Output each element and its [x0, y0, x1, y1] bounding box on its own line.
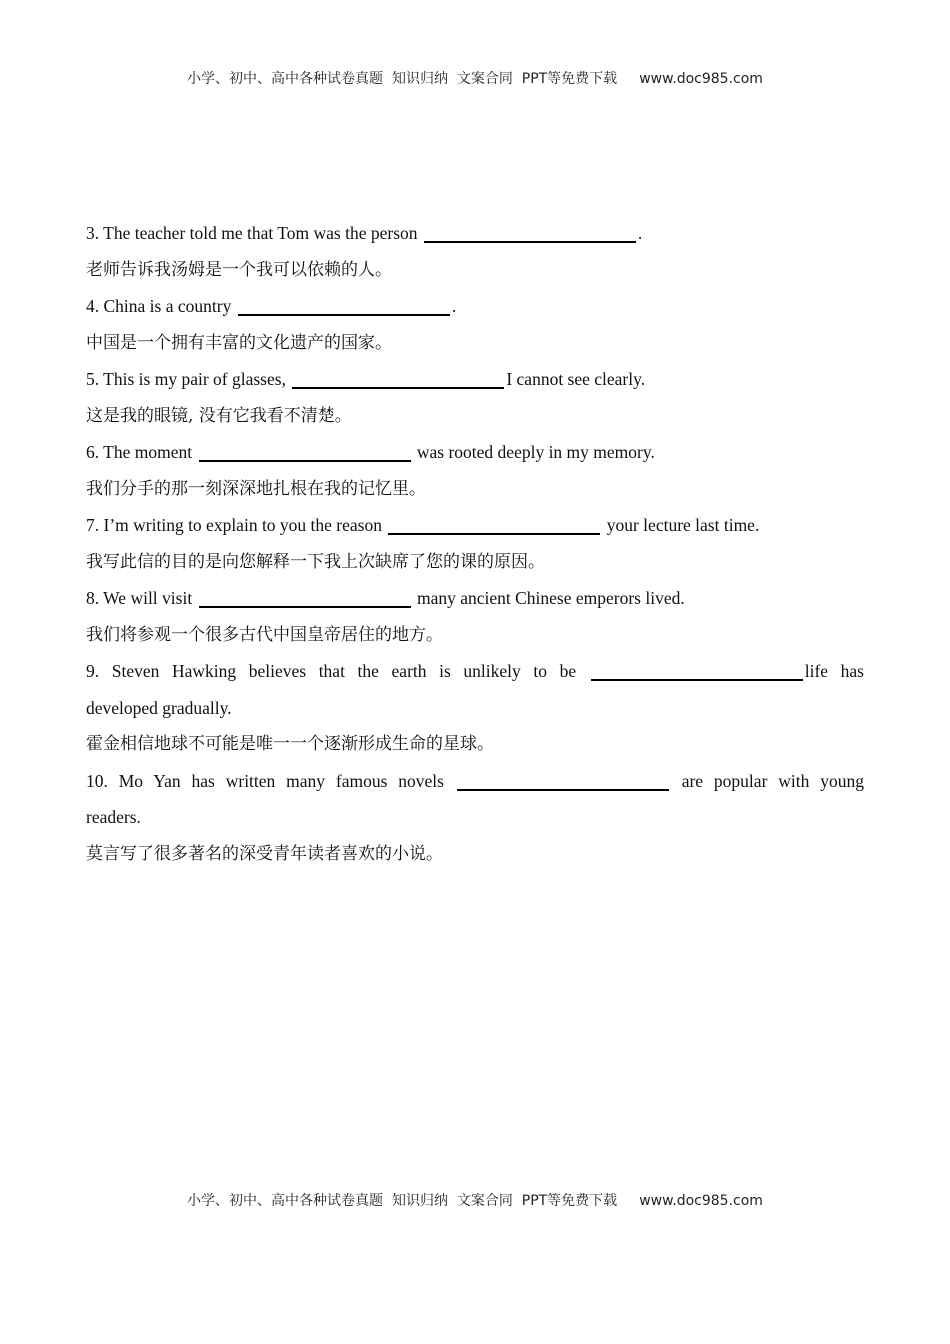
question-5: [86, 361, 864, 398]
header-url[interactable]: www.doc985.com: [639, 71, 763, 87]
question-4: [86, 288, 864, 325]
page-footer: [0, 1190, 950, 1210]
translation-10: 莫言写了很多著名的深受青年读者喜欢的小说。: [86, 843, 443, 864]
question-text-before: 5. This is my pair of glasses,: [86, 369, 291, 389]
question-text-after: .: [637, 223, 643, 243]
question-text-before: 4. China is a country: [86, 296, 236, 316]
question-text-after: was rooted deeply in my memory.: [412, 442, 655, 462]
question-7: [86, 507, 864, 544]
answer-blank: [424, 241, 636, 243]
question-text-after: many ancient Chinese emperors lived.: [412, 588, 685, 608]
exercise-list: [86, 215, 864, 872]
answer-blank: [457, 789, 669, 791]
question-text-after: life has: [804, 661, 864, 681]
answer-blank: [292, 387, 504, 389]
question-text-before: 8. We will visit: [86, 588, 197, 608]
question-6: [86, 434, 864, 471]
question-3: [86, 215, 864, 252]
question-text-before: 3. The teacher told me that Tom was the person: [86, 223, 422, 243]
question-8: [86, 580, 864, 617]
translation-4: 中国是一个拥有丰富的文化遗产的国家。: [86, 332, 392, 353]
question-text-before: 6. The moment: [86, 442, 197, 462]
footer-url[interactable]: www.doc985.com: [639, 1193, 763, 1209]
translation-8: 我们将参观一个很多古代中国皇帝居住的地方。: [86, 624, 443, 645]
question-text-after: are popular with young: [670, 770, 864, 791]
question-text-before: 7. I’m writing to explain to you the reason: [86, 515, 387, 535]
answer-blank: [199, 460, 411, 462]
translation-7: 我写此信的目的是向您解释一下我上次缺席了您的课的原因。: [86, 551, 545, 572]
translation-3: 老师告诉我汤姆是一个我可以依赖的人。: [86, 259, 392, 280]
question-text-after: your lecture last time.: [602, 515, 760, 535]
page-header: [0, 68, 950, 88]
question-text-before: 9. Steven Hawking believes that the earth is unlikely to be: [86, 661, 589, 681]
answer-blank: [238, 314, 450, 316]
answer-blank: [199, 606, 411, 608]
question-9-continuation: developed gradually.: [86, 697, 232, 718]
footer-text: 小学、初中、高中各种试卷真题 知识归纳 文案合同 PPT等免费下载: [187, 1193, 618, 1209]
translation-5: 这是我的眼镜, 没有它我看不清楚。: [86, 405, 352, 426]
header-text: 小学、初中、高中各种试卷真题 知识归纳 文案合同 PPT等免费下载: [187, 71, 618, 87]
translation-9: 霍金相信地球不可能是唯一一个逐渐形成生命的星球。: [86, 734, 494, 754]
question-text-before: 10. Mo Yan has written many famous novels: [86, 770, 455, 791]
translation-6: 我们分手的那一刻深深地扎根在我的记忆里。: [86, 478, 426, 499]
question-10: [86, 763, 864, 800]
answer-blank: [388, 533, 600, 535]
question-10-continuation: readers.: [86, 807, 141, 827]
question-text-after: .: [451, 296, 457, 316]
question-9: [86, 653, 864, 690]
question-text-after: I cannot see clearly.: [506, 369, 646, 389]
answer-blank: [591, 679, 803, 681]
